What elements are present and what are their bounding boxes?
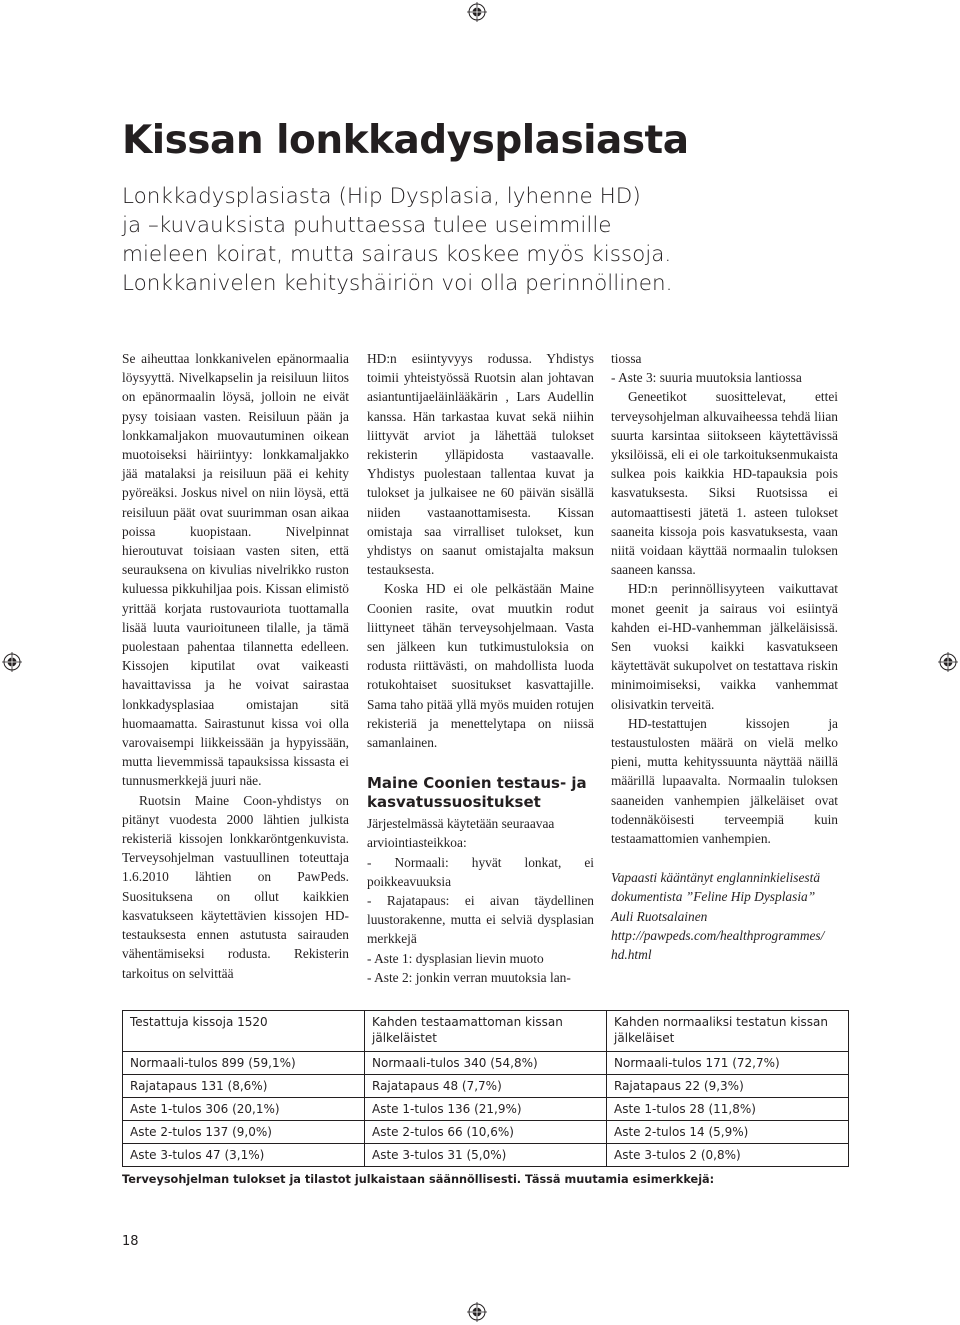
source-line: dokumentista ”Feline Hip Dysplasia” (611, 889, 816, 905)
table-cell: Rajatapaus 22 (9,3%) (607, 1075, 849, 1098)
source-url[interactable]: hd.html (611, 947, 652, 963)
table-cell: Aste 2-tulos 137 (9,0%) (123, 1121, 365, 1144)
table-caption: Terveysohjelman tulokset ja tilastot julkaistaan säännöllisesti. Tässä muutamia esimerkkejä: (122, 1173, 715, 1186)
source-url[interactable]: http://pawpeds.com/healthprogrammes/ (611, 927, 825, 943)
list-item: - Normaali: hyvät lonkat, ei poikkeavuuksia (367, 854, 594, 889)
lead-line: mieleen koirat, mutta sairaus koskee myös kissoja. (122, 242, 672, 267)
body-paragraph: Järjestelmässä käytetään seuraavaa arviointiasteikkoa: (367, 816, 555, 851)
lead-line: Lonkkadysplasiasta (Hip Dysplasia, lyhenne HD) (122, 184, 641, 209)
table-cell: Normaali-tulos 171 (72,7%) (607, 1052, 849, 1075)
table-cell: Normaali-tulos 899 (59,1%) (123, 1052, 365, 1075)
list-item: - Aste 3: suuria muutoksia lantiossa (611, 370, 802, 386)
registration-mark-right-icon (938, 652, 958, 672)
table-row (123, 1075, 849, 1098)
registration-mark-left-icon (2, 652, 22, 672)
list-item: - Rajatapaus: ei aivan täydellinen luustorakenne, mutta ei selviä dysplasian merkkejä (367, 893, 594, 947)
statistics-table (122, 1010, 849, 1167)
registration-mark-top-icon (467, 2, 487, 22)
body-paragraph: Se aiheuttaa lonkkanivelen epänormaalia löysyyttä. Nivelkapselin ja reisiluun liitos on epänormaalin löysä, jolloin ne eivät pysy toisiaan vasten. Reisiluun pään ja lonkkamaljakon muovautuminen oikean muotoiseksi häiriintyy: lonkkamaljakko jää matalaksi ja reisiluun pää ei kehity pyöreäksi. Joskus nivel on niin löysä, että reisiluun päät ovat suurimman osan aikaa poissa kuopistaan. Nivelpinnat hieroutuvat toisiaan vasten siten, että seurauksena on kivulias nivelrikko ruston kuluessa pikkuhiljaa pois. Kissan elimistö yrittää korjata rustovauriota tuottamalla lisää luuta vaurioituneen tilalle, ja tämä puolestaan pahentaa tilannetta edelleen. Kissojen kiputilat ovat vaikeasti havaittavissa ja he voivat sairastaa lonkkadysplasiaa omistajan sitä huomaamatta. Sairastunut kissa voi olla varovaisempi liikkeissään ja hypyissään, mutta lievemmissä tapauksissa kissasta ei tunnusmerkkejä juuri näe. (122, 351, 349, 789)
table-row (123, 1098, 849, 1121)
table-row (123, 1144, 849, 1167)
text-column-2 (367, 349, 594, 987)
table-cell: Aste 2-tulos 66 (10,6%) (365, 1121, 607, 1144)
source-credit (611, 868, 838, 964)
table-cell: Normaali-tulos 340 (54,8%) (365, 1052, 607, 1075)
text-column-3 (611, 349, 838, 964)
table-header-cell: Testattuja kissoja 1520 (123, 1011, 365, 1052)
body-paragraph: HD:n perinnöllisyyteen vaikuttavat monet geenit ja sairaus voi esiintyä kahden ei-HD-vanhemman jälkeläisissä. Sen vuoksi kaikki kasvatukseen käytettävät sukupolvet on testattava riskin minimoimiseksi, vaikka vanhemmat olisivatkin terveitä. (611, 581, 838, 712)
table-cell: Aste 1-tulos 28 (11,8%) (607, 1098, 849, 1121)
table-cell: Aste 1-tulos 306 (20,1%) (123, 1098, 365, 1121)
body-paragraph: Ruotsin Maine Coon-yhdistys on pitänyt vuodesta 2000 lähtien julkista rekisteriä kissojen lonkkaröntgenkuvista. Terveysohjelman vastuullinen toteuttaja 1.6.2010 lähtien on PawPeds. Suosituksena on ollut kaikkien kasvatukseen käytettävien kissojen HD-testauksesta ennen astutusta sairauden vähentämiseksi rodusta. Rekisterin tarkoitus on selvittää (122, 792, 349, 981)
table-cell: Aste 2-tulos 14 (5,9%) (607, 1121, 849, 1144)
body-paragraph: Geneetikot suosittelevat, ettei terveysohjelman alkuvaiheessa tehdä liian suurta karsintaa siitokseen käytettävissä yksilöissä, eli ei ole tarkoituksenmukaista sulkea pois kaikkia HD-tapauksia pois kasvatuksesta. Siksi Ruotsissa ei automaattisesti jätetä 1. asteen tulokset saaneita kissoja pois kasvatuksesta, vaan niitä voidaan käyttää normaalin tuloksen saaneen kanssa. (611, 389, 838, 578)
table-row (123, 1121, 849, 1144)
table-cell: Aste 1-tulos 136 (21,9%) (365, 1098, 607, 1121)
table-cell: Rajatapaus 48 (7,7%) (365, 1075, 607, 1098)
list-item: - Aste 1: dysplasian lievin muoto (367, 950, 544, 966)
body-paragraph: HD:n esiintyvyys rodussa. Yhdistys toimii yhteistyössä Ruotsin alan johtavan asiantuntijaeläinlääkärin , Lars Audellin kanssa. Hän tarkastaa kuvat sekä niihin liittyvät arviot ja lähettää tulokset rekisterin ylläpidosta vastaavalle. Yhdistys puolestaan tallentaa kuvat ja tulokset ja julkaisee ne 60 päivän sisällä niiden vastaanottamisesta. Kissan omistaja saa virralliset tulokset, kun yhdistys on saanut omistajalta maksun testauksesta. (367, 351, 594, 578)
table-cell: Aste 3-tulos 31 (5,0%) (365, 1144, 607, 1167)
table-cell: Aste 3-tulos 47 (3,1%) (123, 1144, 365, 1167)
table-header-cell: Kahden testaamattoman kissan jälkeläistet (365, 1011, 607, 1052)
lead-line: ja –kuvauksista puhuttaessa tulee useimmille (122, 213, 612, 238)
lead-paragraph (122, 182, 842, 298)
page-number: 18 (122, 1234, 139, 1249)
source-line: Vapaasti kääntänyt englanninkielisestä (611, 870, 821, 886)
table-cell: Rajatapaus 131 (8,6%) (123, 1075, 365, 1098)
registration-mark-bottom-icon (467, 1302, 487, 1322)
table-header-row (123, 1011, 849, 1052)
lead-line: Lonkkanivelen kehityshäiriön voi olla perinnöllinen. (122, 271, 673, 296)
table-row (123, 1052, 849, 1075)
page-title: Kissan lonkkadysplasiasta (122, 118, 689, 163)
section-heading: Maine Coonien testaus- ja kasvatussuositukset (367, 774, 587, 812)
list-item: - Aste 2: jonkin verran muutoksia lan- (367, 969, 571, 985)
body-paragraph: HD-testattujen kissojen ja testaustulosten määrä on vielä melko pieni, mutta kehityssuunta näyttää näillä määrillä lupaavalta. Normaalin tuloksen saaneiden vanhempien jälkeläiset ovat todennäköisesti terveempiä kuin testaamattomien vanhempien. (611, 715, 838, 847)
body-paragraph: Koska HD ei ole pelkästään Maine Coonien rasite, ovat muutkin rodut liittyneet tähän terveysohjelmaan. Vasta sen jälkeen kun tutkimustuloksia on rodusta riittävästi, on mahdollista luoda rotukohtaiset suositukset kasvattajille. Sama taho pitää yllä myös muiden rotujen rekisteriä ja menettelytapa on niissä samanlainen. (367, 581, 594, 751)
text-column-1 (122, 349, 349, 983)
table-header-cell: Kahden normaaliksi testatun kissan jälkeläiset (607, 1011, 849, 1052)
source-line: Auli Ruotsalainen (611, 908, 708, 924)
table-cell: Aste 3-tulos 2 (0,8%) (607, 1144, 849, 1167)
body-paragraph: tiossa (611, 351, 642, 366)
